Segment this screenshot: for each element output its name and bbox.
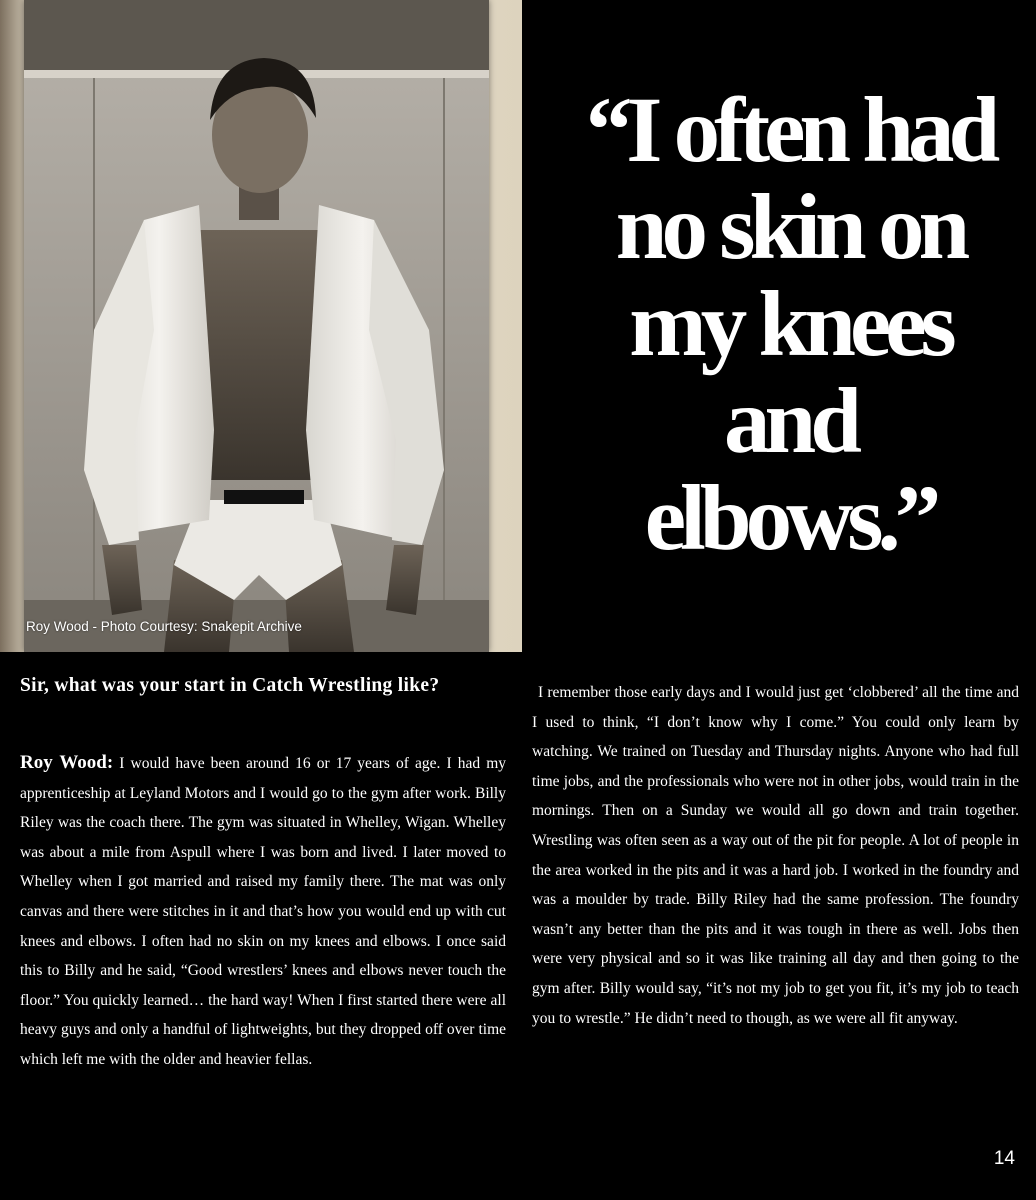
pull-quote-line: no skin on xyxy=(615,176,965,279)
pull-quote-line: “I often had xyxy=(585,79,995,182)
interview-question: Sir, what was your start in Catch Wrestling like? xyxy=(20,675,440,696)
photo-caption: Roy Wood - Photo Courtesy: Snakepit Archive xyxy=(26,619,302,634)
article-column-left xyxy=(20,674,506,1075)
page-number: 14 xyxy=(993,1148,1015,1169)
answer-paragraph-2: I remember those early days and I would just get ‘clobbered’ all the time and I used to think, “I don’t know why I come.” You could only learn by watching. We trained on Tuesday and Thursday nights. Anyone who had full time jobs, and the professionals who were not in other jobs, would train in the mornings. Then on a Sunday we would all go down and train together. Wrestling was often seen as a way out of the pit for people. A lot of people in the area worked in the pits and it was a hard job. I worked in the foundry and was a moulder by trade. Billy Riley had the same profession. The foundry wasn’t any better than the pits and it was tough in there as well. Jobs then were very physical and so it was like training all day and then going to the gym after. Billy would say, “it’s not my job to get you fit, it’s my job to teach you to wrestle.” He didn’t need to though, as we were all fit anyway. xyxy=(532,684,1019,1027)
pull-quote xyxy=(555,79,1025,570)
pull-quote-line: elbows.” xyxy=(644,467,936,570)
speaker-name: Roy Wood: xyxy=(20,752,114,773)
pull-quote-line: and xyxy=(724,370,856,473)
answer-paragraph-1 xyxy=(20,748,506,1075)
wrestler-photo-print xyxy=(24,0,489,652)
answer-text-1: I would have been around 16 or 17 years of age. I had my apprenticeship at Leyland Motors and I would go to the gym after work. Billy Riley was the coach there. The gym was situated in Whelley, Wigan. Whelley was about a mile from Aspull where I was born and lived. I later moved to Whelley when I got married and raised my family there. The mat was only canvas and there were stitches in it and that’s how you would end up with cut knees and elbows. I often had no skin on my knees and elbows. I once said this to Billy and he said, “Good wrestlers’ knees and elbows never touch the floor.” You quickly learned… the hard way! When I first started there were all heavy guys and only a handful of lightweights, but they dropped off over time which left me with the older and heavier fellas. xyxy=(20,755,506,1068)
pull-quote-line: my knees xyxy=(629,273,951,376)
wrestler-photo-illustration xyxy=(24,0,489,652)
article-column-right xyxy=(532,678,1019,1033)
archive-photo xyxy=(0,0,522,652)
